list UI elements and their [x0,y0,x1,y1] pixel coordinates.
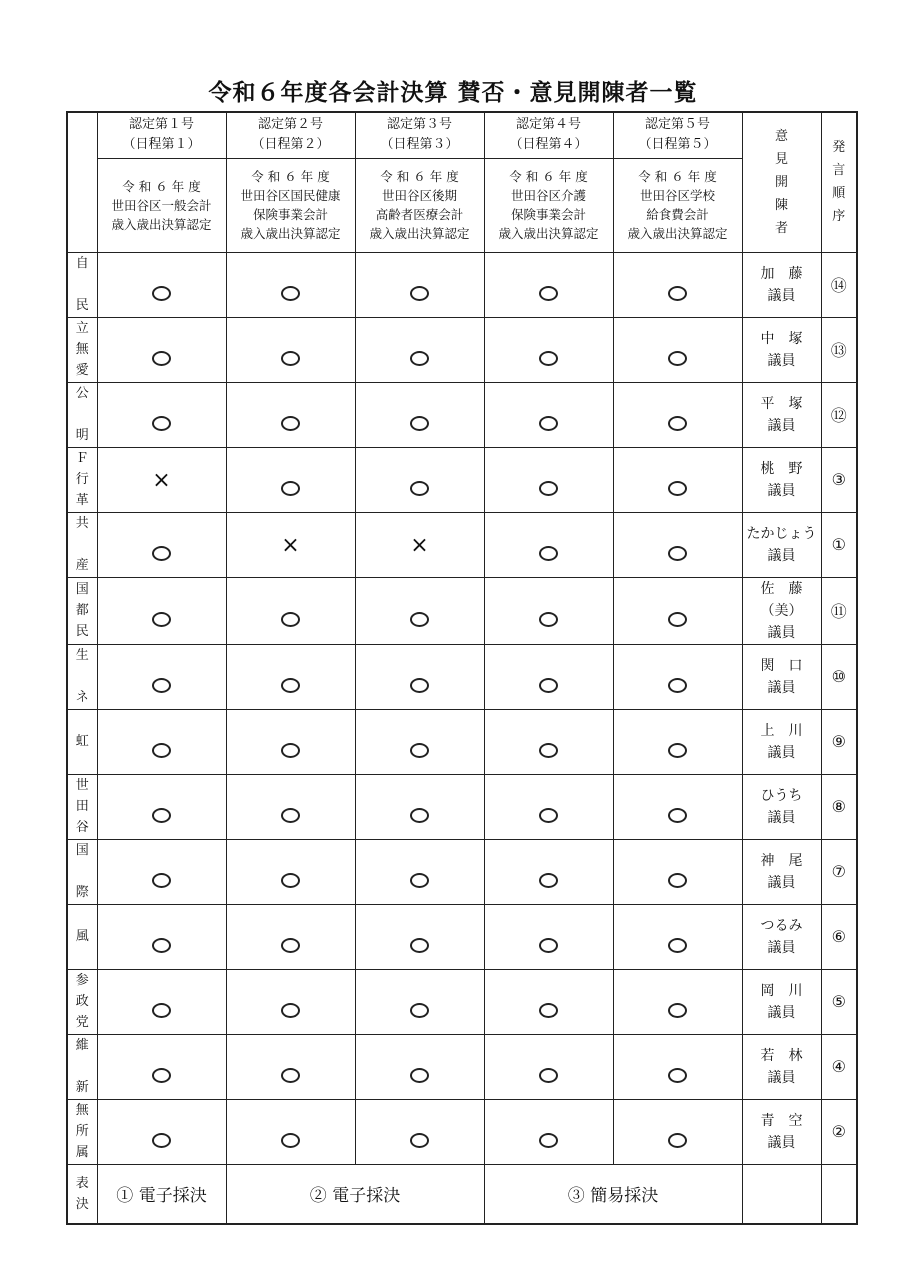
order-cell: ⑥ [821,904,857,969]
approve-mark [410,1003,429,1018]
vote-cell [484,317,613,382]
table-row [67,774,857,839]
vote-cell [613,709,742,774]
approve-mark [152,678,171,693]
approve-mark [281,416,300,431]
approve-mark [539,743,558,758]
vote-cell [226,382,355,447]
party-cell: 風 [67,904,97,969]
approve-mark [410,416,429,431]
party-cell: 立 無 愛 [67,317,97,382]
vote-cell [226,1034,355,1099]
header-name-3: 令 和 ６ 年 度 世田谷区後期 高齢者医療会計 歳入歳出決算認定 [355,158,484,252]
vote-cell [613,904,742,969]
oppose-mark: × [152,467,171,493]
table-row [67,839,857,904]
vote-cell [355,839,484,904]
approve-mark [410,481,429,496]
party-cell: 国 都 民 [67,577,97,644]
approve-mark [668,416,687,431]
vote-cell [226,969,355,1034]
speaker-cell: 岡 川 議員 [742,969,821,1034]
approve-mark [668,938,687,953]
vote-cell [484,512,613,577]
vote-cell [484,904,613,969]
approve-mark [281,743,300,758]
vote-cell [97,577,226,644]
approve-mark [539,286,558,301]
approve-mark [281,286,300,301]
approve-mark [410,743,429,758]
approve-mark [539,351,558,366]
table-row [67,447,857,512]
oppose-mark: × [281,532,300,558]
vote-cell [355,577,484,644]
vote-cell [97,969,226,1034]
vote-cell [355,382,484,447]
vote-cell [484,1099,613,1164]
approve-mark [539,546,558,561]
approve-mark [281,481,300,496]
approve-mark [539,416,558,431]
footer-empty-speaker [742,1164,821,1224]
table-row [67,644,857,709]
party-cell: 世 田 谷 [67,774,97,839]
vote-cell [226,644,355,709]
approve-mark [152,286,171,301]
vote-cell [355,969,484,1034]
vote-cell [226,317,355,382]
order-cell: ⑫ [821,382,857,447]
header-number-5: 認定第５号 （日程第５） [613,112,742,158]
vote-cell [484,252,613,317]
table-row [67,512,857,577]
table-row [67,709,857,774]
order-cell: ① [821,512,857,577]
vote-cell [97,1099,226,1164]
vote-cell [226,252,355,317]
vote-method-2: ② 電子採決 [226,1164,484,1224]
speaker-cell: 関 口 議員 [742,644,821,709]
order-cell: ⑪ [821,577,857,644]
party-cell: 生 ネ [67,644,97,709]
vote-cell [613,512,742,577]
vote-cell [97,839,226,904]
approve-mark [152,1068,171,1083]
approve-mark [539,1068,558,1083]
vote-cell [355,447,484,512]
order-cell: ⑦ [821,839,857,904]
vote-cell [97,774,226,839]
table-row [67,317,857,382]
vote-cell [97,709,226,774]
vote-table [66,111,858,1225]
header-number-2: 認定第２号 （日程第２） [226,112,355,158]
order-cell: ⑨ [821,709,857,774]
speaker-cell: 若 林 議員 [742,1034,821,1099]
corner-cell [67,112,97,252]
approve-mark [539,938,558,953]
order-cell: ⑭ [821,252,857,317]
vote-cell [226,447,355,512]
approve-mark [152,808,171,823]
order-cell: ② [821,1099,857,1164]
vote-cell [97,1034,226,1099]
approve-mark [410,808,429,823]
vote-cell [355,644,484,709]
vote-cell [484,577,613,644]
approve-mark [668,1003,687,1018]
approve-mark [152,1003,171,1018]
vote-cell [355,317,484,382]
speaker-cell: 佐 藤 （美） 議員 [742,577,821,644]
approve-mark [539,1133,558,1148]
vote-method-3: ③ 簡易採決 [484,1164,742,1224]
vote-cell [484,447,613,512]
vote-cell [226,577,355,644]
vote-cell [226,709,355,774]
header-number-3: 認定第３号 （日程第３） [355,112,484,158]
speaker-cell: 加 藤 議員 [742,252,821,317]
order-cell: ⑤ [821,969,857,1034]
approve-mark [668,351,687,366]
party-cell: 国 際 [67,839,97,904]
header-name-1: 令 和 ６ 年 度 世田谷区一般会計 歳入歳出決算認定 [97,158,226,252]
approve-mark [410,612,429,627]
approve-mark [410,286,429,301]
speaker-header: 意 見 開 陳 者 [742,112,821,252]
vote-cell [355,512,484,577]
table-row [67,1034,857,1099]
speaker-cell: 桃 野 議員 [742,447,821,512]
header-row-names [67,158,857,252]
approve-mark [410,938,429,953]
vote-cell [613,839,742,904]
header-number-1: 認定第１号 （日程第１） [97,112,226,158]
party-cell: 参 政 党 [67,969,97,1034]
approve-mark [539,612,558,627]
vote-cell [484,839,613,904]
table-row [67,577,857,644]
approve-mark [668,873,687,888]
vote-cell [355,774,484,839]
vote-cell [97,252,226,317]
vote-cell [484,382,613,447]
party-cell: 無 所 属 [67,1099,97,1164]
approve-mark [668,481,687,496]
approve-mark [668,678,687,693]
approve-mark [410,351,429,366]
approve-mark [539,1003,558,1018]
vote-method-label: 表 決 [67,1164,97,1224]
approve-mark [539,873,558,888]
vote-cell [613,382,742,447]
vote-cell [613,969,742,1034]
approve-mark [152,546,171,561]
table-row [67,1099,857,1164]
header-name-4: 令 和 ６ 年 度 世田谷区介護 保険事業会計 歳入歳出決算認定 [484,158,613,252]
approve-mark [281,938,300,953]
vote-cell [97,447,226,512]
vote-cell [226,512,355,577]
vote-cell [355,1099,484,1164]
vote-cell [97,382,226,447]
vote-cell [97,512,226,577]
party-cell: 維 新 [67,1034,97,1099]
party-cell: 共 産 [67,512,97,577]
approve-mark [668,1133,687,1148]
approve-mark [281,1003,300,1018]
footer-empty-order [821,1164,857,1224]
vote-cell [484,1034,613,1099]
table-row [67,904,857,969]
order-cell: ③ [821,447,857,512]
vote-cell [226,904,355,969]
header-number-4: 認定第４号 （日程第４） [484,112,613,158]
approve-mark [410,1133,429,1148]
order-cell: ⑧ [821,774,857,839]
approve-mark [281,612,300,627]
approve-mark [152,873,171,888]
approve-mark [152,938,171,953]
approve-mark [539,678,558,693]
approve-mark [152,351,171,366]
approve-mark [281,808,300,823]
approve-mark [410,678,429,693]
approve-mark [539,808,558,823]
vote-cell [355,252,484,317]
approve-mark [539,481,558,496]
vote-cell [97,904,226,969]
approve-mark [281,351,300,366]
approve-mark [281,678,300,693]
oppose-mark: × [410,532,429,558]
speaker-cell: 中 塚 議員 [742,317,821,382]
vote-cell [355,1034,484,1099]
approve-mark [668,743,687,758]
speaker-cell: ひうち 議員 [742,774,821,839]
vote-cell [613,774,742,839]
vote-cell [613,1034,742,1099]
approve-mark [668,1068,687,1083]
vote-cell [613,1099,742,1164]
vote-cell [484,969,613,1034]
header-name-5: 令 和 ６ 年 度 世田谷区学校 給食費会計 歳入歳出決算認定 [613,158,742,252]
header-name-2: 令 和 ６ 年 度 世田谷区国民健康 保険事業会計 歳入歳出決算認定 [226,158,355,252]
speaker-cell: 平 塚 議員 [742,382,821,447]
approve-mark [281,873,300,888]
approve-mark [668,612,687,627]
table-row [67,969,857,1034]
approve-mark [281,1133,300,1148]
speaker-cell: たかじょう 議員 [742,512,821,577]
approve-mark [668,546,687,561]
approve-mark [152,743,171,758]
approve-mark [668,286,687,301]
party-cell: 公 明 [67,382,97,447]
approve-mark [668,808,687,823]
vote-cell [613,317,742,382]
order-header: 発 言 順 序 [821,112,857,252]
speaker-cell: 神 尾 議員 [742,839,821,904]
approve-mark [281,1068,300,1083]
vote-cell [226,1099,355,1164]
speaker-cell: 青 空 議員 [742,1099,821,1164]
vote-cell [355,709,484,774]
vote-cell [484,644,613,709]
vote-cell [355,904,484,969]
vote-cell [226,774,355,839]
vote-cell [484,709,613,774]
vote-cell [613,577,742,644]
approve-mark [152,416,171,431]
header-row-numbers [67,112,857,158]
speaker-cell: 上 川 議員 [742,709,821,774]
page-title: 令和６年度各会計決算 賛否・意見開陳者一覧 [208,80,698,106]
vote-cell [613,644,742,709]
party-cell: Ｆ 行 革 [67,447,97,512]
party-cell: 虹 [67,709,97,774]
vote-cell [97,317,226,382]
order-cell: ⑬ [821,317,857,382]
approve-mark [410,1068,429,1083]
vote-method-1: ① 電子採決 [97,1164,226,1224]
speaker-cell: つるみ 議員 [742,904,821,969]
vote-cell [484,774,613,839]
table-row [67,382,857,447]
vote-cell [97,644,226,709]
approve-mark [152,612,171,627]
order-cell: ④ [821,1034,857,1099]
vote-cell [613,252,742,317]
vote-cell [226,839,355,904]
vote-cell [613,447,742,512]
approve-mark [410,873,429,888]
table-row [67,252,857,317]
approve-mark [152,1133,171,1148]
order-cell: ⑩ [821,644,857,709]
party-cell: 自 民 [67,252,97,317]
footer-row [67,1164,857,1224]
